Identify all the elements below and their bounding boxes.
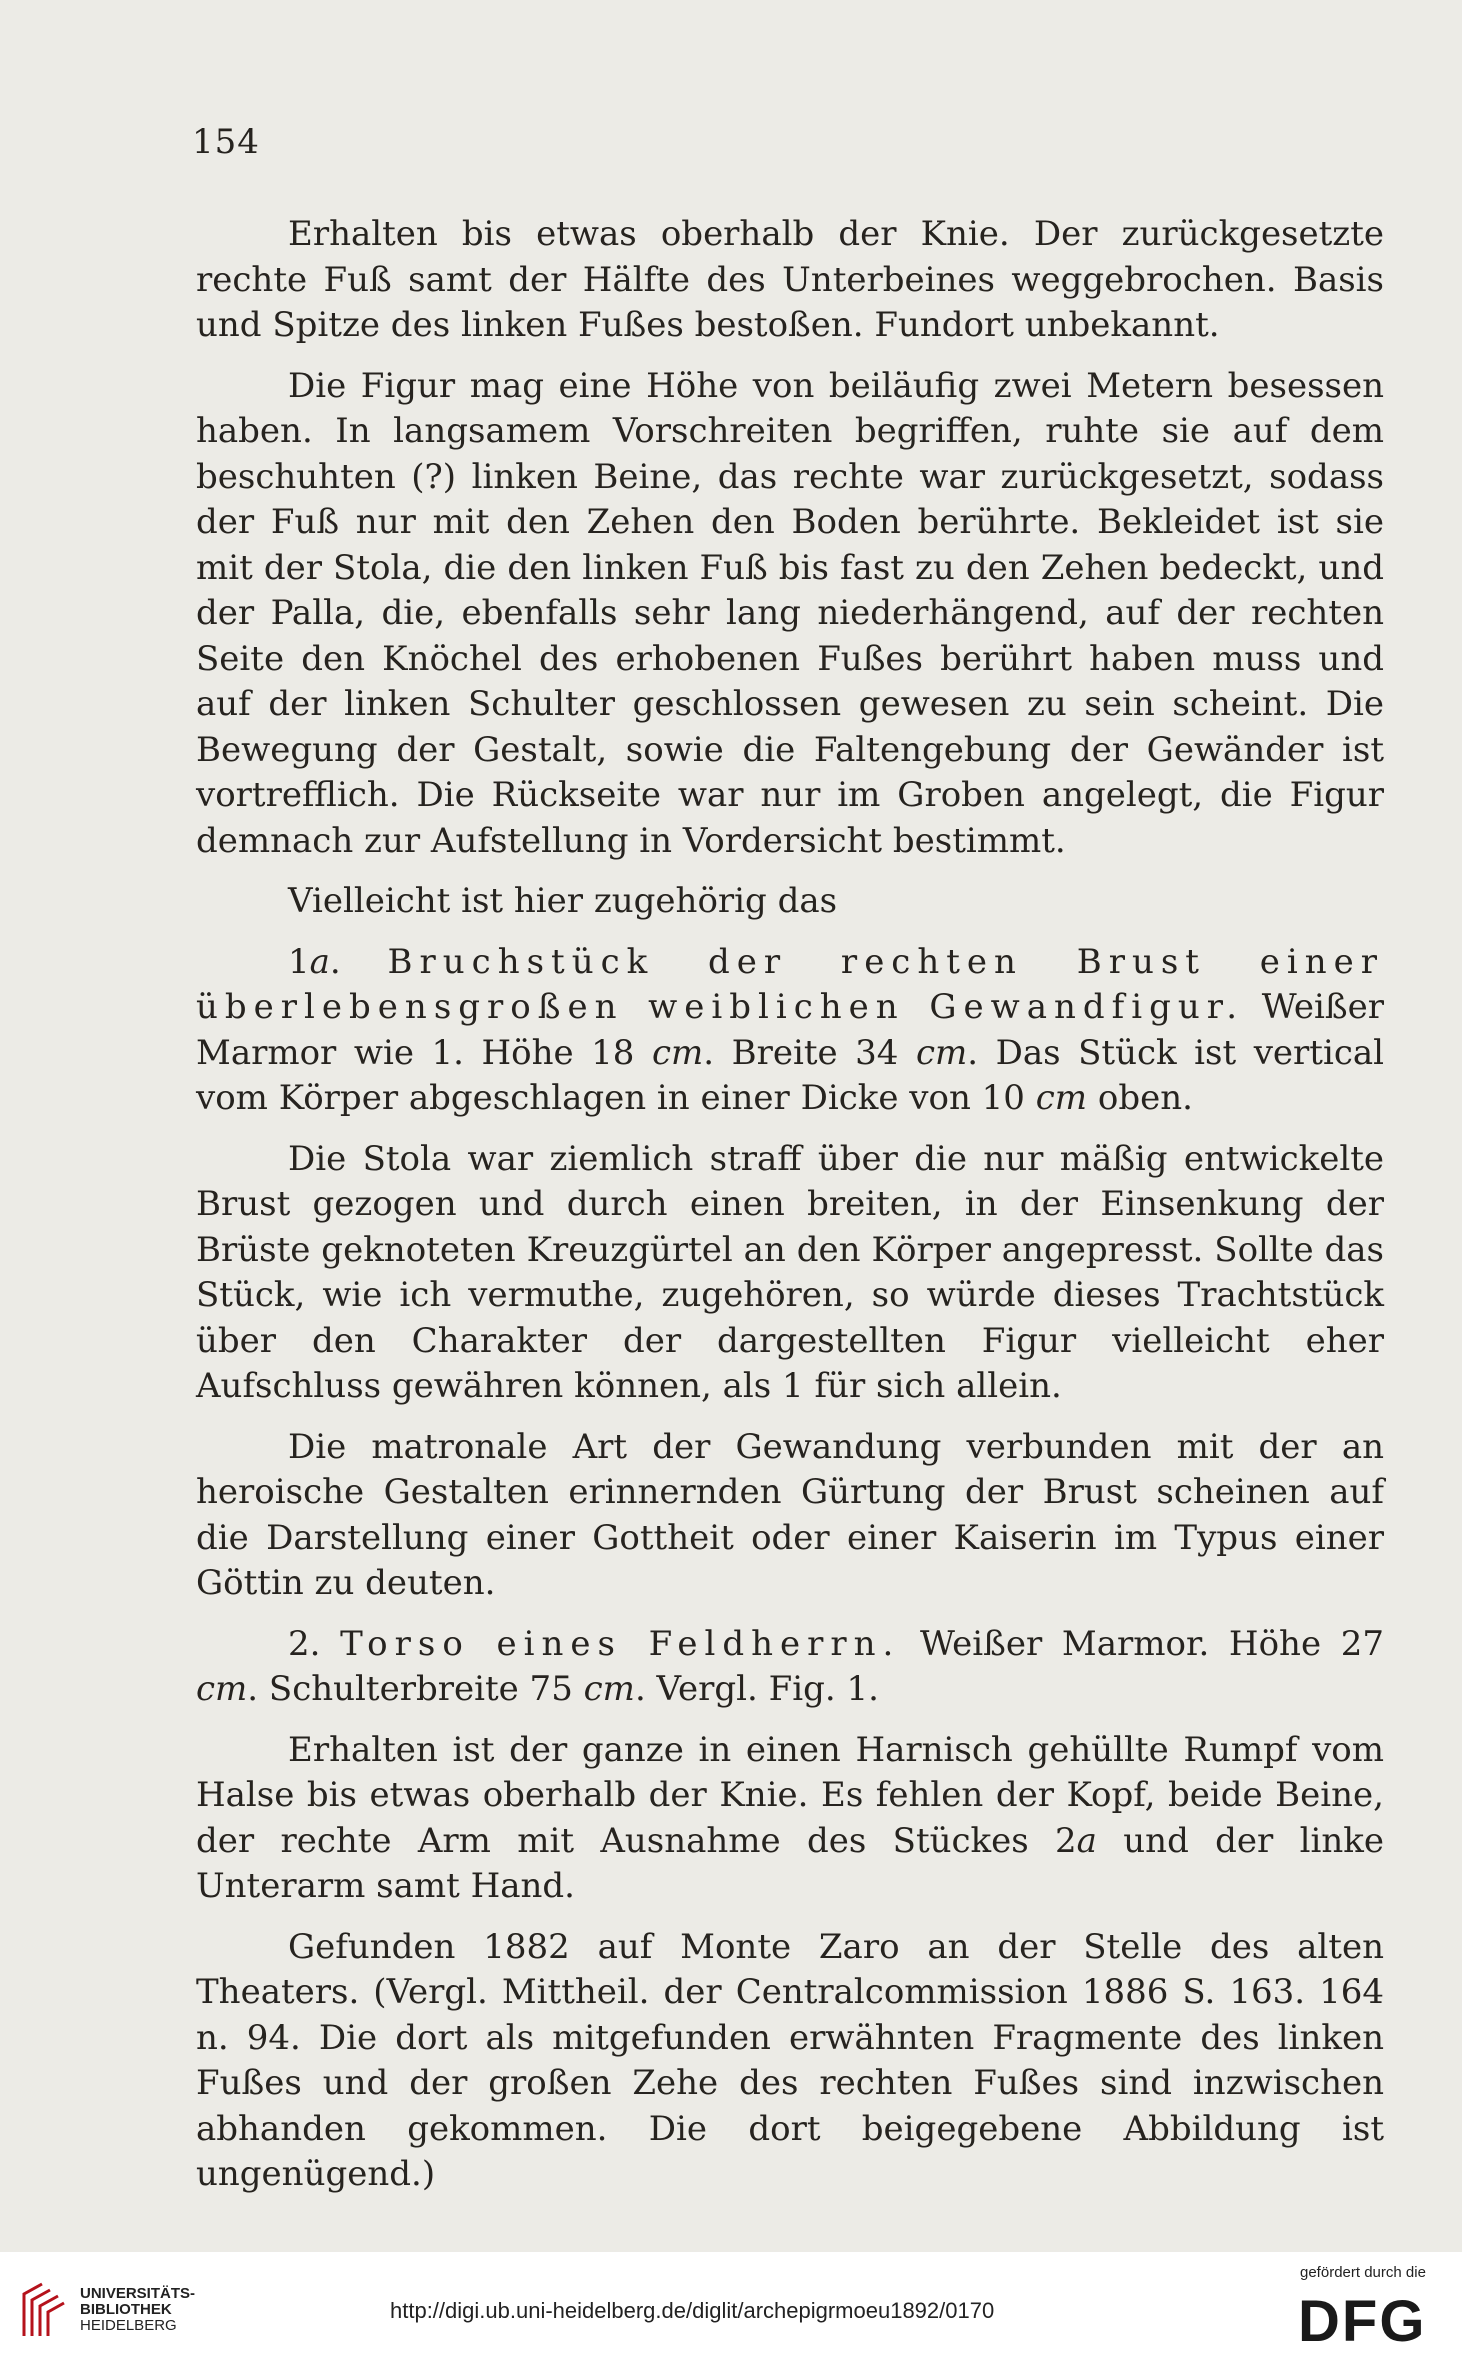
paragraph: Vielleicht ist hier zugehörig das xyxy=(288,881,838,921)
digitization-footer xyxy=(0,2252,1462,2361)
entry-title: Torso eines Feldherrn. xyxy=(340,1623,901,1664)
dfg-logo: DFG xyxy=(1298,2289,1427,2354)
paragraph: Gefunden 1882 auf Monte Zaro an der Stelle des alten Theaters. (Vergl. Mittheil. der Centralcommission 1886 S. 163. 164 n. 94. Die dort als mitgefunden erwähnten Fragmente des linken Fußes und der großen Zehe des rechten Fußes sind inzwischen abhanden gekommen. Die dort beigegebene Abbildung ist ungenügend.) xyxy=(196,1926,1384,2194)
entry-number: 2. xyxy=(288,1623,321,1664)
entry-number-suffix: a xyxy=(309,941,330,982)
paragraph: Die Stola war ziemlich straff über die nur mäßig entwickelte Brust gezogen und durch einen breiten, in der Einsenkung der Brüste geknoteten Kreuzgürtel an den Körper angepresst. Sollte das Stück, wie ich vermuthe, zugehören, so würde dieses Trachtstück über den Charakter der dargestellten Figur vielleicht eher Aufschluss gewähren können, als 1 für sich allein. xyxy=(196,1138,1384,1406)
body-text xyxy=(196,212,1384,2213)
page-number: 154 xyxy=(192,122,260,162)
entry-number: 1 xyxy=(288,941,310,982)
library-logo-icon xyxy=(20,2282,66,2338)
entry-title: Bruchstück der rechten Brust einer überlebensgroßen weiblichen Gewandfigur. xyxy=(196,941,1384,1027)
source-url-link[interactable]: http://digi.ub.uni-heidelberg.de/diglit/archepigrmoeu1892/0170 xyxy=(390,2298,995,2323)
paragraph: Die Figur mag eine Höhe von beiläufig zwei Metern besessen haben. In langsamem Vorschreiten begriffen, ruhte sie auf dem beschuhten (?) linken Beine, das rechte war zurückgesetzt, sodass der Fuß nur mit den Zehen den Boden berührte. Bekleidet ist sie mit der Stola, die den linken Fuß bis fast zu den Zehen bedeckt, und der Palla, die, ebenfalls sehr lang niederhängend, auf der rechten Seite den Knöchel des erhobenen Fußes berührt haben muss und auf der linken Schulter geschlossen gewesen zu sein scheint. Die Bewegung der Gestalt, sowie die Faltengebung der Gewänder ist vortrefflich. Die Rückseite war nur im Groben angelegt, die Figur demnach zur Aufstellung in Vordersicht bestimmt. xyxy=(196,365,1384,861)
catalog-entry-2: 2. Torso eines Feldherrn. Weißer Marmor. Höhe 27 cm. Schulterbreite 75 cm. Vergl. Fig. 1. xyxy=(196,1623,1384,1709)
library-name: UNIVERSITÄTS- BIBLIOTHEK HEIDELBERG xyxy=(80,2285,196,2334)
paragraph: Die matronale Art der Gewandung verbunden mit der an heroische Gestalten erinnernden Gürtung der Brust scheinen auf die Darstellung einer Gottheit oder einer Kaiserin im Typus einer Göttin zu deuten. xyxy=(196,1426,1384,1603)
catalog-entry-1a: 1a. Bruchstück der rechten Brust einer überlebensgroßen weiblichen Gewandfigur. Weißer Marmor wie 1. Höhe 18 cm. Breite 34 cm. Das Stück ist vertical vom Körper abgeschlagen in einer Dicke von 10 cm oben. xyxy=(196,941,1385,1118)
paragraph: Erhalten bis etwas oberhalb der Knie. Der zurückgesetzte rechte Fuß samt der Hälfte des Unterbeines weggebrochen. Basis und Spitze des linken Fußes bestoßen. Fundort unbekannt. xyxy=(196,214,1384,345)
paragraph: Erhalten ist der ganze in einen Harnisch gehüllte Rumpf vom Halse bis etwas oberhalb der Knie. Es fehlen der Kopf, beide Beine, der rechte Arm mit Ausnahme des Stückes 2a und der linke Unterarm samt Hand. xyxy=(196,1729,1384,1906)
funding-caption: gefördert durch die xyxy=(1300,2264,1426,2281)
